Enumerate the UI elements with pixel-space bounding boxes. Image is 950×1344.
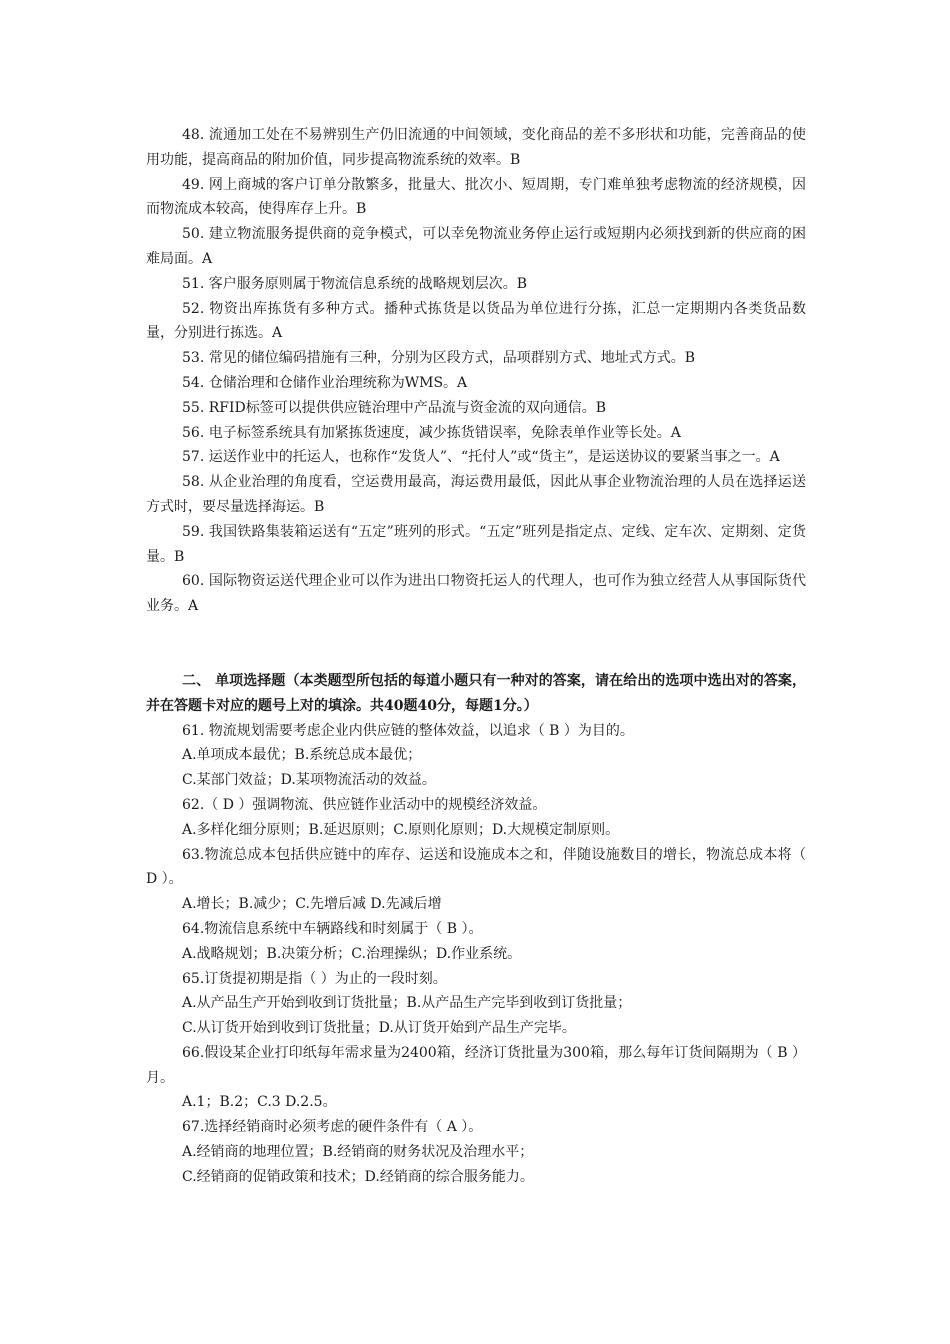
judgement-item-59: 59. 我国铁路集装箱运送有“五定”班列的形式。“五定”班列是指定点、定线、定车次、定期刻、定货量。B xyxy=(146,523,806,565)
question-65: 65.订货提初期是指（ ）为止的一段时刻。 xyxy=(182,970,447,987)
question-67: 67.选择经销商时必须考虑的硬件条件有（ A ）。 xyxy=(182,1119,483,1136)
judgement-item-50: 50. 建立物流服务提供商的竞争模式，可以幸免物流业务停止运行或短期内必须找到新的供应商的困难局面。A xyxy=(146,226,806,267)
judgement-item-54: 54. 仓储治理和仓储作业治理统称为WMS。A xyxy=(182,374,468,391)
options-67-line-1: A.经销商的地理位置；B.经销商的财务状况及治理水平； xyxy=(182,1144,534,1161)
options-64: A.战略规划；B.决策分析；C.治理操纵；D.作业系统。 xyxy=(182,945,522,962)
judgement-item-51: 51. 客户服务原则属于物流信息系统的战略规划层次。B xyxy=(182,275,528,292)
options-66: A.1；B.2；C.3 D.2.5。 xyxy=(182,1094,337,1111)
question-66: 66.假设某企业打印纸每年需求量为2400箱，经济订货批量为300箱，那么每年订货间隔期为（ B ）月。 xyxy=(146,1044,806,1086)
judgement-item-55: 55. RFID标签可以提供供应链治理中产品流与资金流的双向通信。B xyxy=(182,399,607,416)
options-67-line-2: C.经销商的促销政策和技术；D.经销商的综合服务能力。 xyxy=(182,1168,534,1185)
options-63: A.增长；B.减少；C.先增后减 D.先减后增 xyxy=(182,896,442,913)
judgement-item-48: 48. 流通加工处在不易辨别生产仍旧流通的中间领域，变化商品的差不多形状和功能，完善商品的使用功能，提高商品的附加价值，同步提高物流系统的效率。B xyxy=(146,127,806,168)
question-63: 63.物流总成本包括供应链中的库存、运送和设施成本之和，伴随设施数目的增长，物流总成本将（ D ）。 xyxy=(146,846,806,888)
document-body xyxy=(146,123,806,1190)
single-choice-question-list xyxy=(146,719,806,1190)
judgement-item-57: 57. 运送作业中的托运人，也称作“发货人”、“托付人”或“货主”，是运送协议的要紧当事之一。A xyxy=(182,449,780,466)
judgement-item-56: 56. 电子标签系统具有加紧拣货速度，减少拣货错误率，免除表单作业等长处。A xyxy=(182,424,681,441)
options-62: A.多样化细分原则；B.延迟原则；C.原则化原则；D.大规模定制原则。 xyxy=(182,821,620,838)
section-spacer xyxy=(146,619,806,669)
options-61-line-1: A.单项成本最优；B.系统总成本最优； xyxy=(182,747,422,764)
section-title-single-choice: 二、 单项选择题（本类题型所包括的每道小题只有一种对的答案，请在给出的选项中选出对的答案，并在答题卡对应的题号上对的填涂。共40题40分，每题1分。） xyxy=(146,672,806,714)
judgement-item-53: 53. 常见的储位编码措施有三种，分别为区段方式，品项群别方式、地址式方式。B xyxy=(182,350,696,367)
judgement-question-list xyxy=(146,123,806,619)
question-62: 62.（ D ）强调物流、供应链作业活动中的规模经济效益。 xyxy=(182,796,547,813)
judgement-item-52: 52. 物资出库拣货有多种方式。播种式拣货是以货品为单位进行分拣，汇总一定期期内各类货品数量，分别进行拣选。A xyxy=(146,300,806,342)
options-65-line-2: C.从订货开始到收到订货批量；D.从订货开始到产品生产完毕。 xyxy=(182,1020,576,1037)
question-64: 64.物流信息系统中车辆路线和时刻属于（ B ）。 xyxy=(182,920,483,937)
judgement-item-49: 49. 网上商城的客户订单分散繁多，批量大、批次小、短周期，专门难单独考虑物流的经济规模，因而物流成本较高，使得库存上升。B xyxy=(146,176,806,218)
judgement-item-58: 58. 从企业治理的角度看，空运费用最高，海运费用最低，因此从事企业物流治理的人员在选择运送方式时，要尽量选择海运。B xyxy=(146,474,806,515)
question-61: 61. 物流规划需要考虑企业内供应链的整体效益，以追求（ B ）为目的。 xyxy=(182,722,634,739)
options-61-line-2: C.某部门效益；D.某项物流活动的效益。 xyxy=(182,772,436,789)
judgement-item-60: 60. 国际物资运送代理企业可以作为进出口物资托运人的代理人，也可作为独立经营人从事国际货代业务。A xyxy=(146,573,806,615)
options-65-line-1: A.从产品生产开始到收到订货批量；B.从产品生产完毕到收到订货批量； xyxy=(182,995,632,1012)
